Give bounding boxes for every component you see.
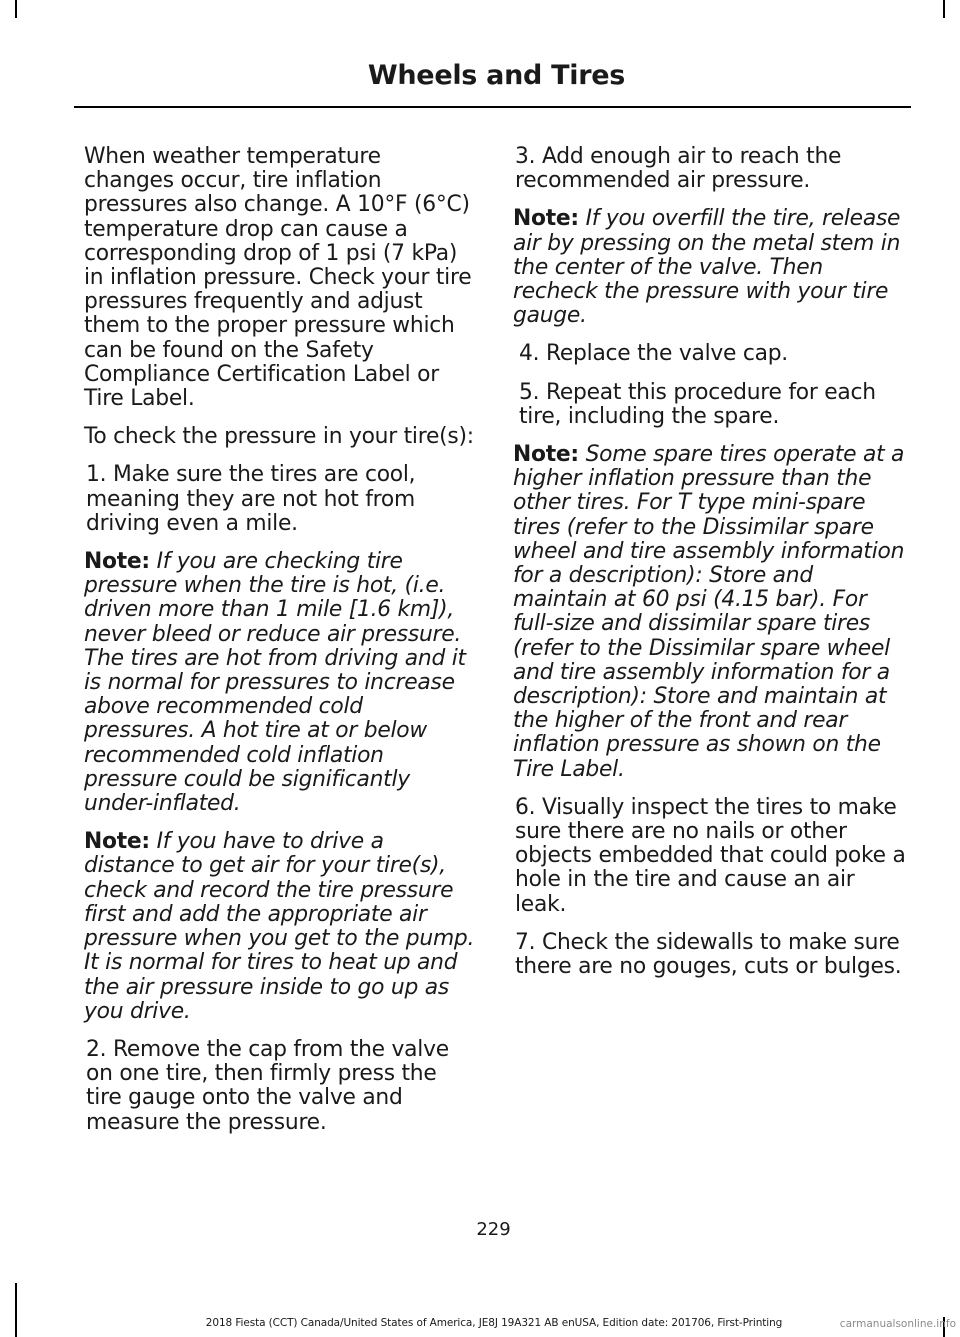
page-title: Wheels and Tires [367, 60, 625, 91]
step-6: 6. Visually inspect the tires to make sure there are no nails or other objects embedded that could poke a hole in the tire and cause an air leak. [515, 794, 906, 917]
note-label: Note: [513, 442, 579, 468]
header-divider [74, 106, 911, 108]
note-body: Some spare tires operate at a higher inflation pressure than the other tires. For T type mini-spare tires (refer to the Dissimilar spare wheel and tire assembly information for a description): Store and maintain at 60 psi (4.15 bar). For full-size and dissimilar spare tires (refer to the Dissimilar spare wheel and tire assembly information for a description): Store and maintain at the higher of the front and rear inflation pressure as shown on the Tire Label. [513, 442, 905, 782]
step-5: 5. Repeat this procedure for each tire, including the spare. [519, 379, 876, 429]
temperature-paragraph: When weather temperature changes occur, tire inflation pressures also change. A 10°F (6°C) temperature drop can cause a corresponding drop of 1 psi (7 kPa) in inflation pressure. Check your tire pressures frequently and adjust them to the proper pressure which can be found on the Safety Compliance Certification Label or Tire Label. [84, 144, 472, 412]
page-number: 229 [476, 1219, 511, 1240]
crop-mark-top-left [15, 0, 17, 18]
note-body: If you are checking tire pressure when the tire is hot, (i.e. driven more than 1 mile [1.6 km]), never bleed or reduce air pressure. The tires are hot from driving and it is normal for pressures to increase above recommended cold pressures. A hot tire at or below recommended cold inflation pressure could be significantly under-inflated. [84, 549, 466, 817]
step-2: 2. Remove the cap from the valve on one tire, then firmly press the tire gauge onto the valve and measure the pressure. [86, 1036, 449, 1135]
note-label: Note: [84, 829, 150, 855]
step-7: 7. Check the sidewalls to make sure there are no gouges, cuts or bulges. [515, 929, 902, 980]
step-1: 1. Make sure the tires are cool, meaning they are not hot from driving even a mile. [86, 462, 416, 536]
note-drive-distance [84, 830, 476, 1024]
note-label: Note: [513, 206, 579, 232]
watermark: carmanualsonline.info [839, 1318, 956, 1330]
crop-mark-top-right [943, 0, 945, 18]
footer-text: 2018 Fiesta (CCT) Canada/United States of America, JE8J 19A321 AB enUSA, Edition date: 201706, First-Printing [205, 1317, 783, 1329]
check-pressure-intro: To check the pressure in your tire(s): [84, 424, 474, 450]
note-body: If you overfill the tire, release air by pressing on the metal stem in the center of the valve. Then recheck the pressure with your tire gauge. [513, 206, 901, 329]
note-overfill [513, 207, 909, 328]
note-hot-tire [84, 550, 476, 816]
note-body: If you have to drive a distance to get air for your tire(s), check and record the tire pressure first and add the appropriate air pressure when you get to the pump. It is normal for tires to heat up and the air pressure inside to go up as you drive. [84, 829, 475, 1024]
step-4: 4. Replace the valve cap. [519, 341, 788, 367]
step-3: 3. Add enough air to reach the recommended air pressure. [515, 144, 842, 194]
right-column [513, 145, 909, 993]
note-label: Note: [84, 549, 150, 575]
note-spare-tires [513, 443, 909, 782]
left-column [84, 145, 476, 1149]
